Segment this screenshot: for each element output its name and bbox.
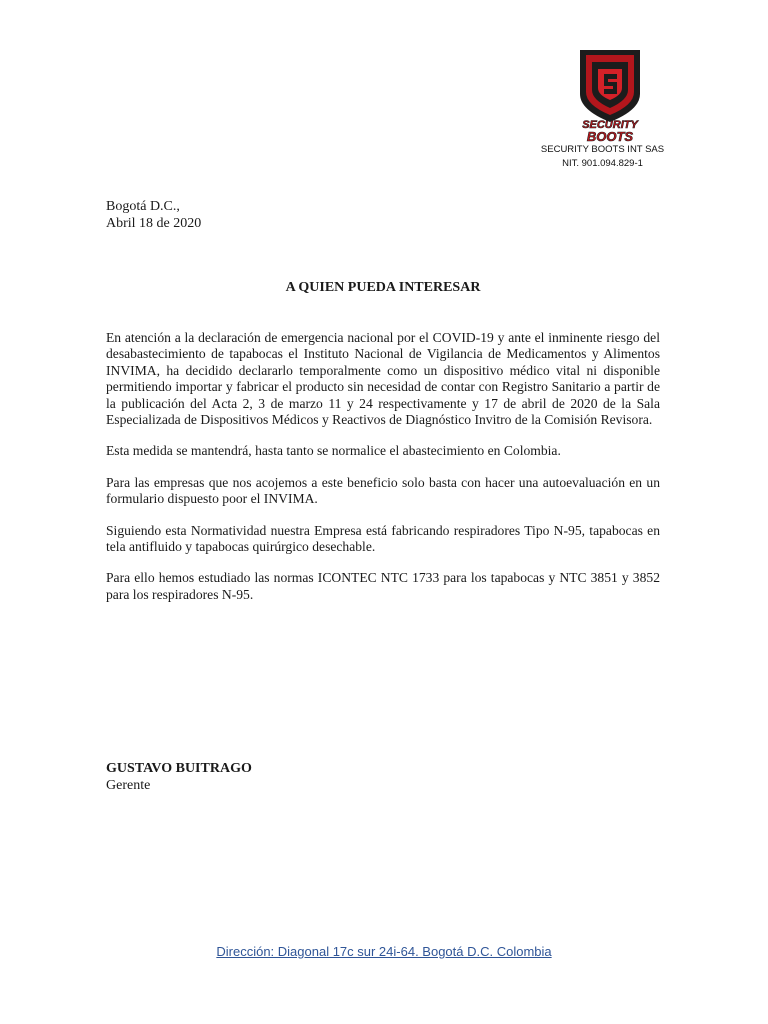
- footer: [0, 943, 768, 960]
- letter-paragraph: En atención a la declaración de emergencia nacional por el COVID-19 y ante el inminente riesgo del desabastecimiento de tapabocas el Instituto Nacional de Vigilancia de Medicamentos y Alimentos INVIMA, ha decidido declararlo temporalmente como un dispositivo médico vital ni disponible permitiendo importar y fabricar el producto sin necesidad de contar con Registro Sanitario a partir de la publicación del Acta 2, 3 de marzo 11 y 24 respectivamente y 17 de abril de 2020 de la Sala Especializada de Dispositivos Médicos y Reactivos de Diagnóstico Invitro de la Comisión Revisora.: [106, 330, 660, 428]
- letter-place: Bogotá D.C.,: [106, 199, 180, 214]
- signer-role: Gerente: [106, 778, 151, 793]
- company-logo: [572, 44, 648, 144]
- signature-block: [106, 760, 252, 794]
- logo-text-line1: SECURITY: [582, 119, 638, 131]
- letter-place-date: [106, 198, 201, 232]
- letter-paragraph: Esta medida se mantendrá, hasta tanto se normalice el abastecimiento en Colombia.: [106, 443, 561, 459]
- company-name: SECURITY BOOTS INT SAS: [540, 144, 665, 155]
- company-nit: NIT. 901.094.829-1: [562, 158, 643, 169]
- letter-paragraph: Siguiendo esta Normatividad nuestra Empresa está fabricando respiradores Tipo N-95, tapabocas en tela antifluido y tapabocas quirúrgico desechable.: [106, 522, 660, 555]
- signer-name: GUSTAVO BUITRAGO: [106, 761, 252, 776]
- letter-title: A QUIEN PUEDA INTERESAR: [285, 280, 481, 295]
- letter-body: [106, 330, 660, 618]
- letter-paragraph: Para ello hemos estudiado las normas ICONTEC NTC 1733 para los tapabocas y NTC 3851 y 3852 para los respiradores N-95.: [106, 570, 660, 602]
- letter-date: Abril 18 de 2020: [106, 216, 202, 231]
- company-info: [520, 143, 685, 171]
- logo-text-line2: BOOTS: [586, 129, 634, 144]
- footer-address-link[interactable]: Dirección: Diagonal 17c sur 24i-64. Bogotá D.C. Colombia: [216, 944, 552, 959]
- letter-paragraph: Para las empresas que nos acojemos a este beneficio solo basta con hacer una autoevaluación en un formulario dispuesto poor el INVIMA.: [106, 474, 660, 507]
- security-boots-shield-icon: [572, 44, 648, 144]
